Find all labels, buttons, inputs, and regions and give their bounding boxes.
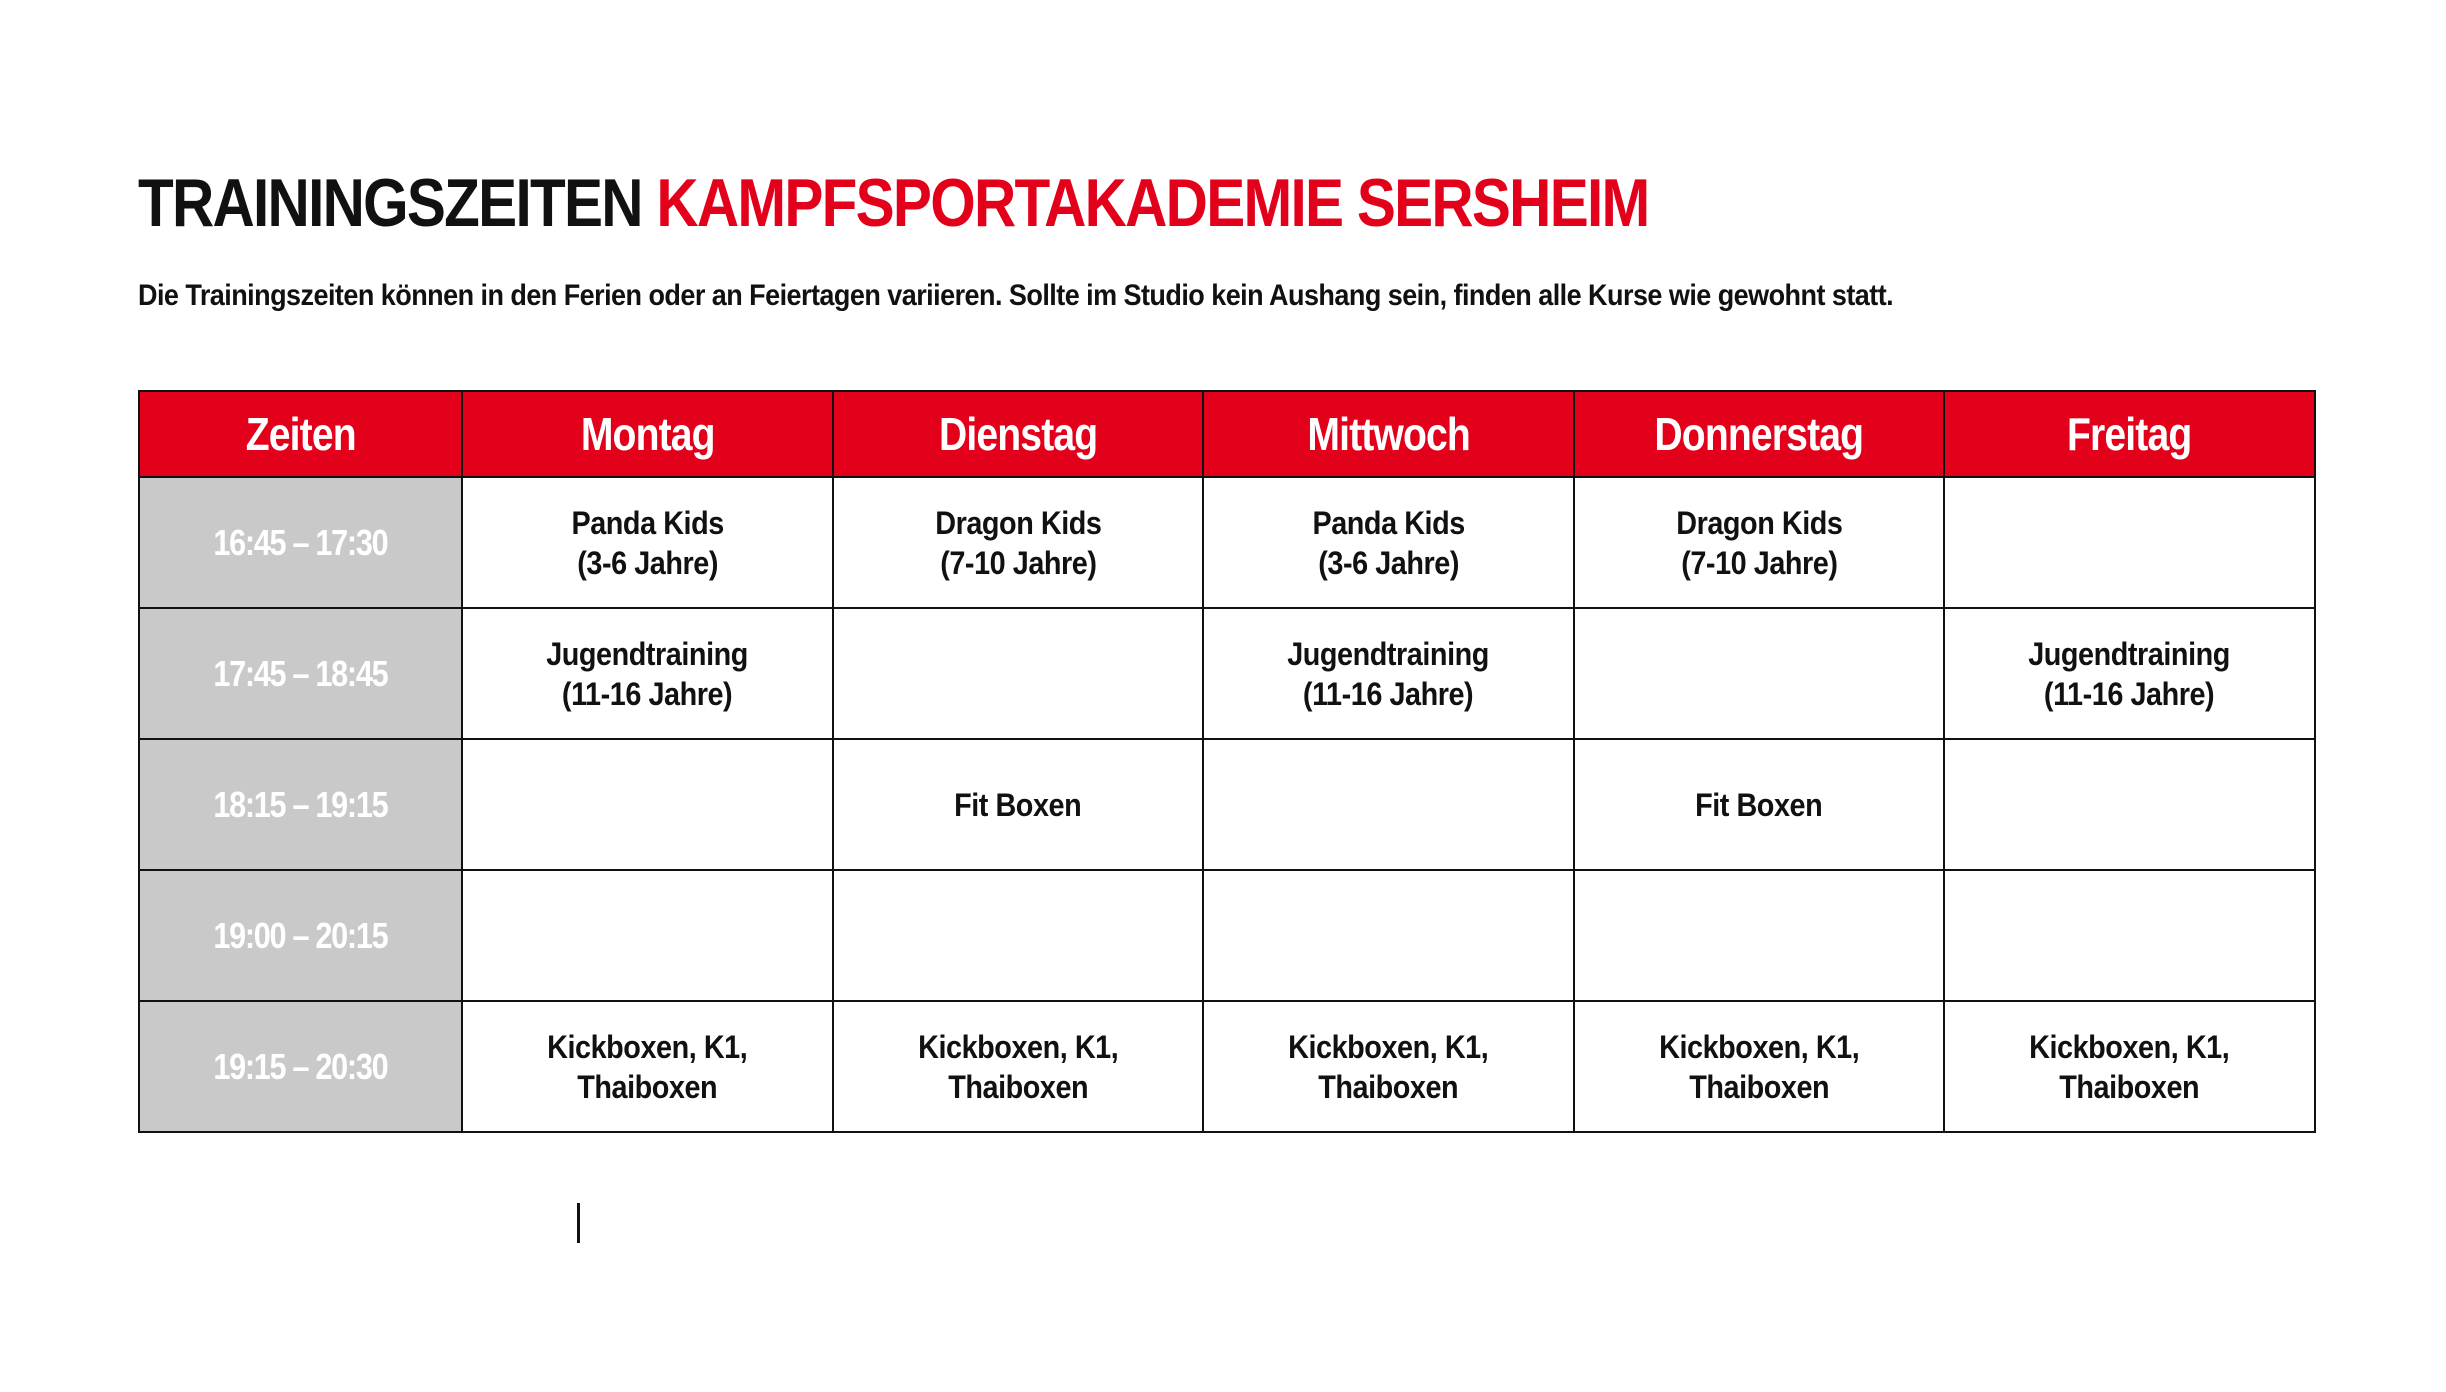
page-subtitle: Die Trainingszeiten können in den Ferien oder an Feiertagen variieren. Sollte im Studio kein Aushang sein, finden alle Kurse wie gewohnt statt. xyxy=(138,279,1894,312)
schedule-cell xyxy=(833,870,1203,1001)
schedule-cell: Kickboxen, K1, Thaiboxen xyxy=(1203,1001,1574,1132)
header-freitag: Freitag xyxy=(1944,391,2315,477)
time-cell: 17:45 – 18:45 xyxy=(139,608,462,739)
time-cell: 16:45 – 17:30 xyxy=(139,477,462,608)
schedule-cell: Jugendtraining (11-16 Jahre) xyxy=(1944,608,2315,739)
time-cell: 19:15 – 20:30 xyxy=(139,1001,462,1132)
header-zeiten: Zeiten xyxy=(139,391,462,477)
schedule-cell: Dragon Kids (7-10 Jahre) xyxy=(833,477,1203,608)
table-row xyxy=(139,477,2315,608)
title-part-2: KAMPFSPORTAKADEMIE SERSHEIM xyxy=(656,165,1649,241)
schedule-cell xyxy=(1574,608,1944,739)
table-header-row xyxy=(139,391,2315,477)
schedule-cell: Panda Kids (3-6 Jahre) xyxy=(1203,477,1574,608)
header-donnerstag: Donnerstag xyxy=(1574,391,1944,477)
schedule-cell xyxy=(1574,870,1944,1001)
schedule-cell xyxy=(1944,477,2315,608)
training-schedule-table xyxy=(138,390,2316,1133)
title-part-1: TRAININGSZEITEN xyxy=(138,165,642,241)
table-row xyxy=(139,1001,2315,1132)
schedule-cell xyxy=(833,608,1203,739)
schedule-cell: Fit Boxen xyxy=(1574,739,1944,870)
table-row xyxy=(139,739,2315,870)
schedule-cell: Dragon Kids (7-10 Jahre) xyxy=(1574,477,1944,608)
schedule-cell: Kickboxen, K1, Thaiboxen xyxy=(1944,1001,2315,1132)
time-cell: 18:15 – 19:15 xyxy=(139,739,462,870)
schedule-cell: Panda Kids (3-6 Jahre) xyxy=(462,477,833,608)
schedule-cell: Kickboxen, K1, Thaiboxen xyxy=(833,1001,1203,1132)
time-cell: 19:00 – 20:15 xyxy=(139,870,462,1001)
schedule-cell xyxy=(1944,739,2315,870)
header-mittwoch: Mittwoch xyxy=(1203,391,1574,477)
schedule-cell xyxy=(462,870,833,1001)
schedule-cell xyxy=(1944,870,2315,1001)
header-dienstag: Dienstag xyxy=(833,391,1203,477)
header-montag: Montag xyxy=(462,391,833,477)
page-title xyxy=(138,158,1649,248)
schedule-cell: Jugendtraining (11-16 Jahre) xyxy=(462,608,833,739)
schedule-cell: Fit Boxen xyxy=(833,739,1203,870)
schedule-cell: Kickboxen, K1, Thaiboxen xyxy=(1574,1001,1944,1132)
table-row xyxy=(139,870,2315,1001)
schedule-cell xyxy=(1203,739,1574,870)
text-cursor xyxy=(577,1203,580,1243)
schedule-cell xyxy=(462,739,833,870)
schedule-cell xyxy=(1203,870,1574,1001)
schedule-cell: Kickboxen, K1, Thaiboxen xyxy=(462,1001,833,1132)
schedule-cell: Jugendtraining (11-16 Jahre) xyxy=(1203,608,1574,739)
table-row xyxy=(139,608,2315,739)
